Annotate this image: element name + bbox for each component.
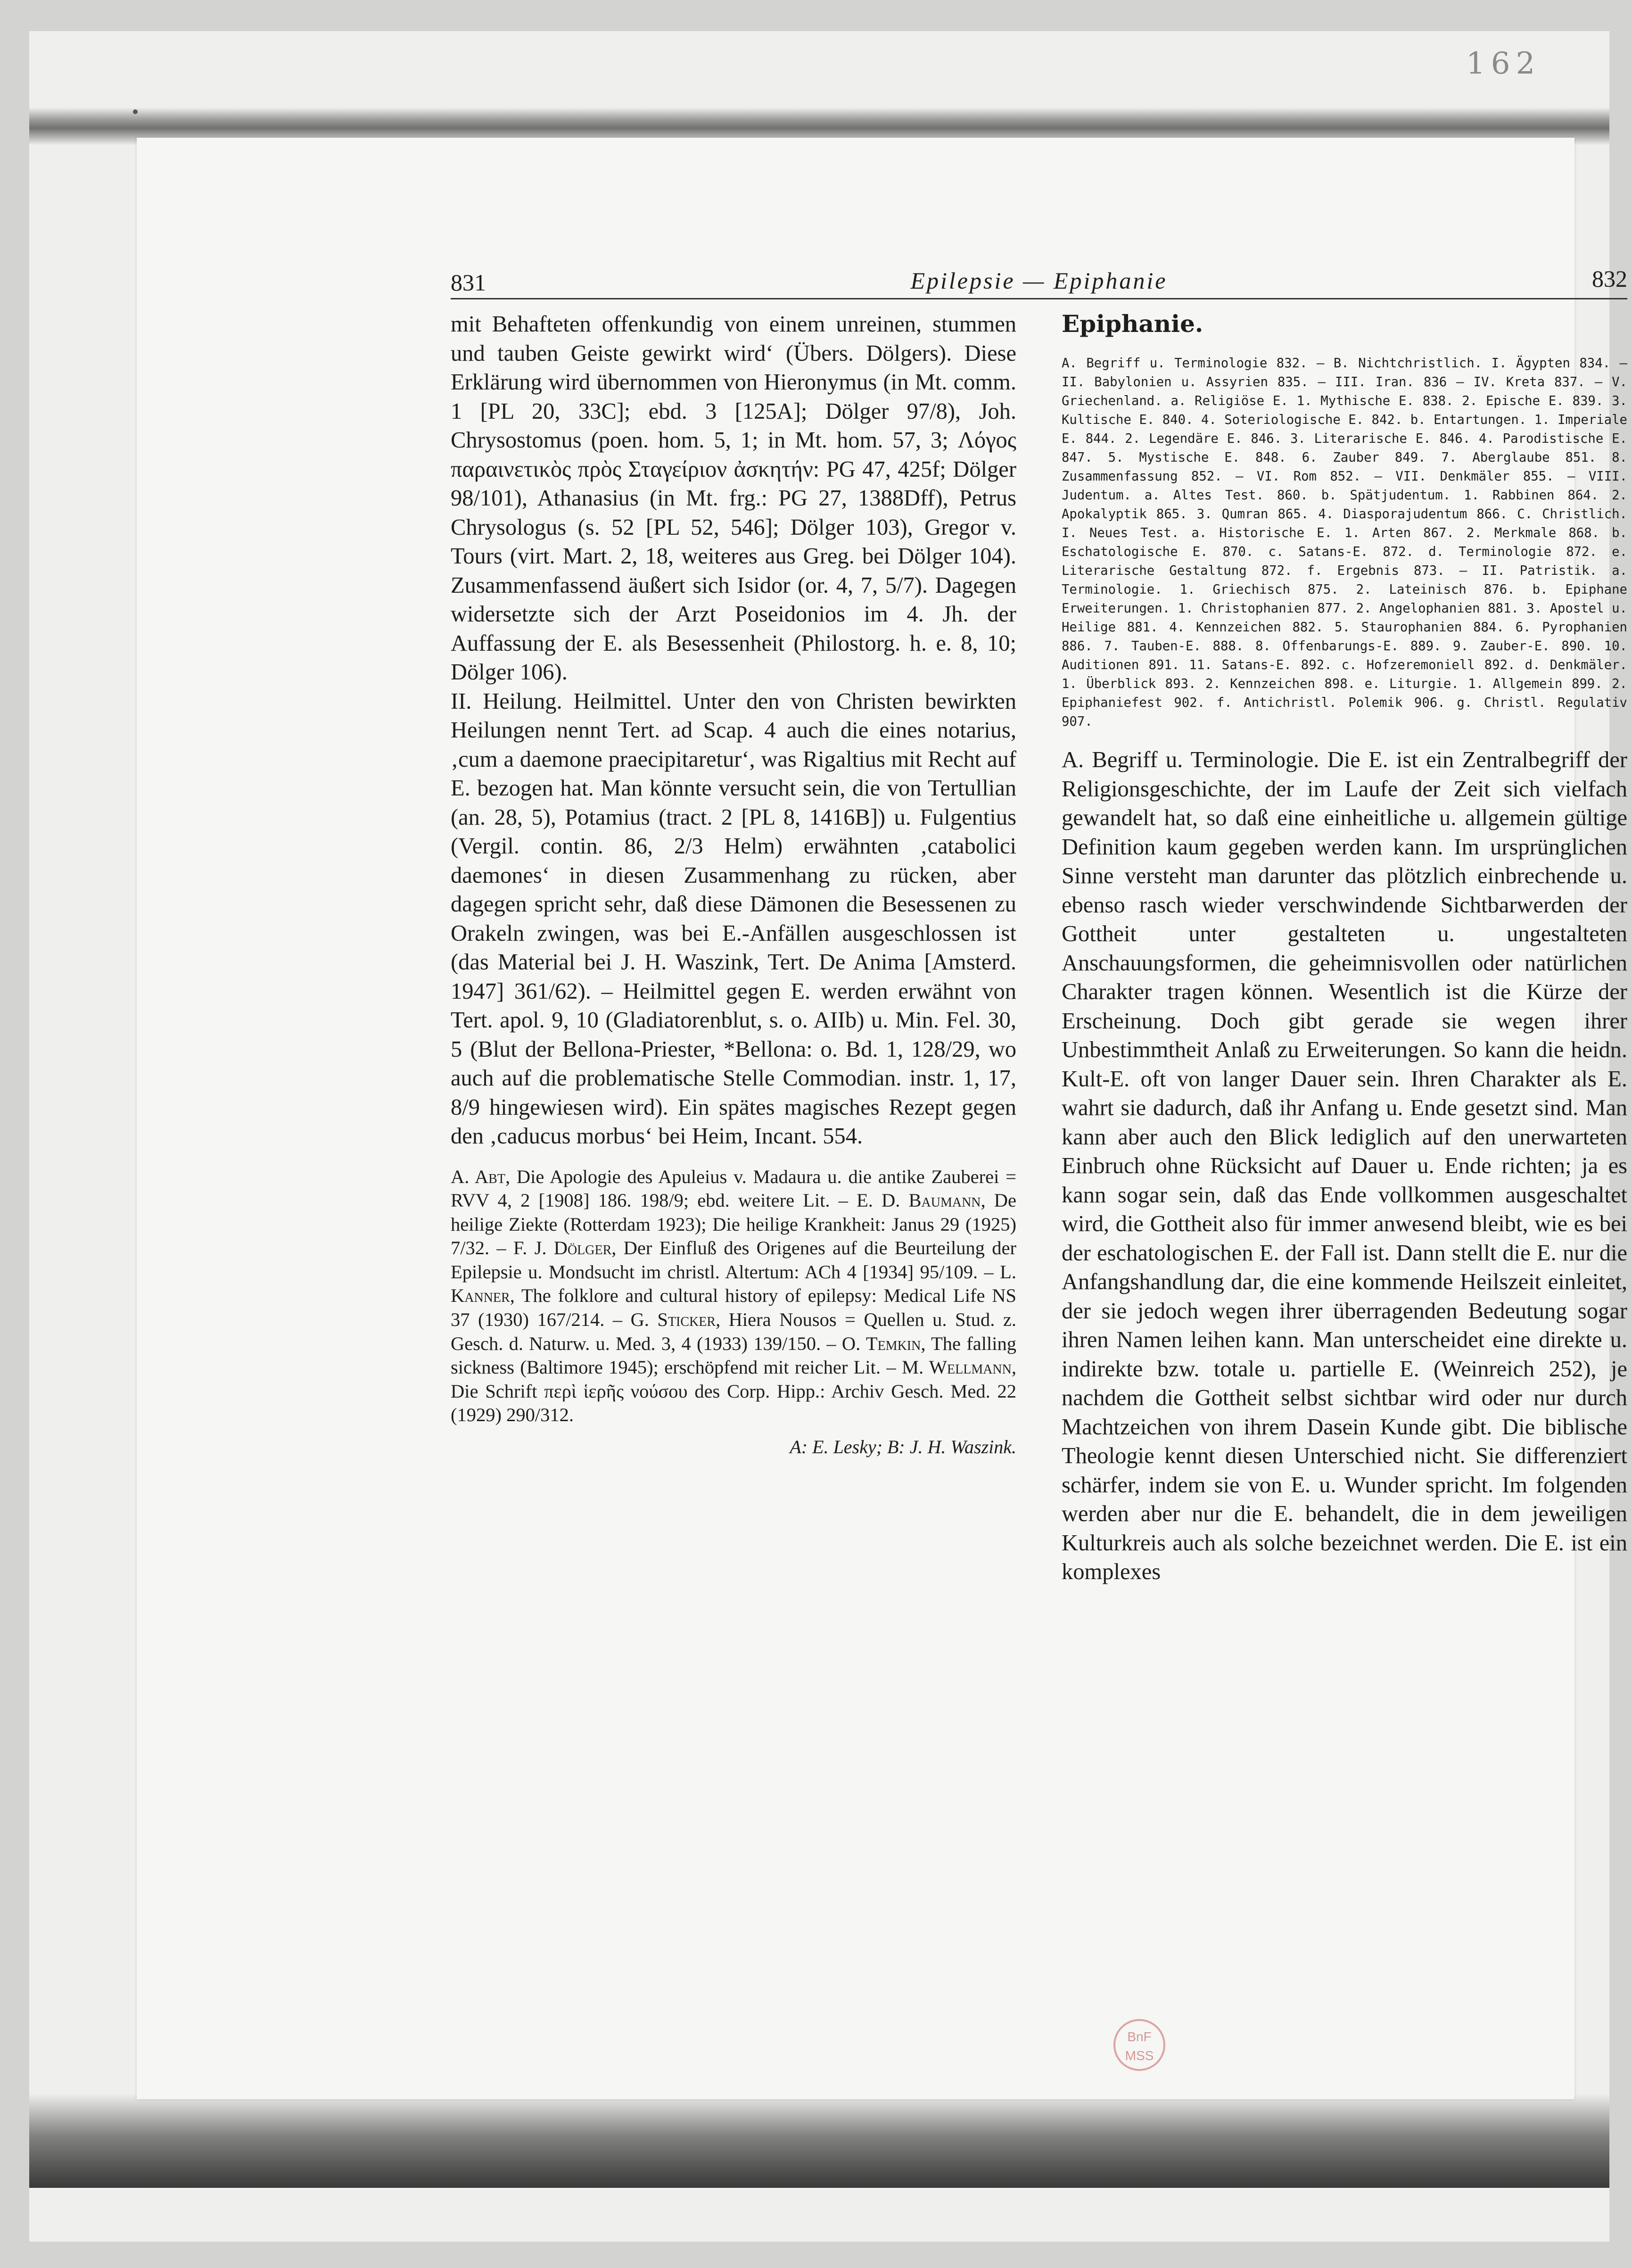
bib-entry: , Die Apologie des Apuleius v. Madaura u. die antike Zauberei = RVV 4, 2 [1908] 186. 198/9; ebd. weitere Lit. –	[451, 1166, 1017, 1211]
right-column	[1062, 310, 1627, 1587]
bib-author: G. Sticker	[630, 1309, 716, 1331]
folio-number: 162	[1466, 46, 1541, 81]
document-page	[137, 138, 1627, 2099]
bib-entry: , De heilige Ziekte (Rotterdam 1923); Die heilige Krankheit: Janus 29 (1925) 7/32. –	[451, 1190, 1016, 1259]
article-authors: A: E. Lesky; B: J. H. Waszink.	[790, 1436, 1016, 1458]
article-title: Epiphanie.	[1062, 310, 1203, 338]
bib-entry: , Hiera Nousos = Quellen u. Stud. z. Gesch. d. Naturw. u. Med. 3, 4 (1933) 139/150. –	[451, 1309, 1016, 1354]
left-body-text: mit Behafteten offenkundig von einem unreinen, stummen und tauben Geiste gewirkt wird‘ (Übers. Dölgers). Diese Erklärung wird übernommen von Hieronymus (in Mt. comm. 1 [PL 20, 33C]; ebd. 3 [125A]; Dölger 97/8), Joh. Chrysostomus (poen. hom. 5, 1; in Mt. hom. 57, 3; Λόγος παραινετικὸς πρὸς Σταγείριον ἀσκητήν: PG 47, 425f; Dölger 98/101), Athanasius (in Mt. frg.: PG 27, 1388Dff), Petrus Chrysologus (s. 52 [PL 52, 546]; Dölger 103), Gregor v. Tours (virt. Mart. 2, 18, weiteres aus Greg. bei Dölger 104). Zusammenfassend äußert sich Isidor (or. 4, 7, 5/7). Dagegen widersetzte sich der Arzt Poseidonios im 4. Jh. der Auffassung der E. als Besessenheit (Philostorg. h. e. 8, 10; Dölger 106).	[451, 312, 1016, 685]
scan-shadow-bottom	[29, 2094, 1609, 2188]
bibliography	[451, 1165, 1016, 1428]
stamp-line: MSS	[1125, 2048, 1154, 2063]
left-column	[451, 310, 1016, 1460]
bib-author: O. Temkin	[841, 1333, 921, 1354]
bib-author: L. Kanner	[451, 1261, 1016, 1307]
bib-author: M. Wellmann	[902, 1357, 1012, 1378]
article-table-of-contents: A. Begriff u. Terminologie 832. – B. Nichtchristlich. I. Ägypten 834. – II. Babylonien u. Assyrien 835. – III. Iran. 836 – IV. Kreta 837. – V. Griechenland. a. Religiöse E. 1. Mythische E. 838. 2. Epische E. 839. 3. Kultische E. 840. 4. Soteriologische E. 842. b. Entartungen. 1. Imperiale E. 844. 2. Legendäre E. 846. 3. Literarische E. 846. 4. Parodistische E. 847. 5. Mystische E. 848. 6. Zauber 849. 7. Aberglaube 851. 8. Zusammenfassung 852. – VI. Rom 852. – VII. Denkmäler 855. – VIII. Judentum. a. Altes Test. 860. b. Spätjudentum. 1. Rabbinen 864. 2. Apokalyptik 865. 3. Qumran 865. 4. Diasporajudentum 866. C. Christlich. I. Neues Test. a. Historische E. 1. Arten 867. 2. Merkmale 868. b. Eschatologische E. 870. c. Satans-E. 872. d. Terminologie 872. e. Literarische Gestaltung 872. f. Ergebnis 873. – II. Patristik. a. Terminologie. 1. Griechisch 875. 2. Lateinisch 876. b. Epiphane Erweiterungen. 1. Christophanien 877. 2. Angelophanien 881. 3. Apostel u. Heilige 881. 4. Kennzeichen 882. 5. Staurophanien 884. 6. Pyrophanien 886. 7. Tauben-E. 888. 8. Offenbarungs-E. 889. 9. Zauber-E. 890. 10. Auditionen 891. 11. Satans-E. 892. c. Hofzeremoniell 892. d. Denkmäler. 1. Überblick 893. 2. Kennzeichen 898. e. Liturgie. 1. Allgemein 899. 2. Epiphaniefest 902. f. Antichristl. Polemik 906. g. Christl. Regulativ 907.	[1062, 356, 1627, 729]
running-header	[451, 251, 1627, 299]
bib-entry: , The folklore and cultural history of epilepsy: Medical Life NS 37 (1930) 167/214. –	[451, 1285, 1016, 1331]
scan-speck	[133, 109, 138, 114]
bib-entry: , Der Einfluß des Origenes auf die Beurteilung der Epilepsie u. Mondsucht im christl. Altertum: ACh 4 [1934] 95/109. –	[451, 1237, 1016, 1283]
bib-entry: , Die Schrift περὶ ἱερῆς νούσου des Corp. Hipp.: Archiv Gesch. Med. 22 (1929) 290/312.	[451, 1357, 1017, 1426]
bib-author: E. D. Baumann	[857, 1190, 981, 1211]
running-title: Epilepsie — Epiphanie	[910, 267, 1168, 294]
library-stamp	[1113, 2019, 1165, 2071]
right-body-text: A. Begriff u. Terminologie. Die E. ist ein Zentralbegriff der Religionsgeschichte, der im Laufe der Zeit sich vielfach gewandelt hat, so daß eine einheitliche u. allgemein gültige Definition kaum gegeben werden kann. Im ursprünglichen Sinne versteht man darunter das plötzlich einbrechende u. ebenso rasch wieder verschwindende Sichtbarwerden der Gottheit unter gestalteten u. ungestalteten Anschauungsformen, die geheimnisvollen oder natürlichen Charakter tragen können. Wesentlich ist die Kürze der Erscheinung. Doch gibt gerade sie wegen ihrer Unbestimmtheit Anlaß zu Erweiterungen. So kann die heidn. Kult-E. oft von langer Dauer sein. Ihren Charakter als E. wahrt sie dadurch, daß ihr Anfang u. Ende gesetzt sind. Man kann aber auch den Blick lediglich auf den unerwarteten Einbruch ohne Rücksicht auf Dauer u. Ende richten; ja es kann sogar sein, daß das Ende vollkommen ausgeschaltet wird, die Gottheit also für immer anwesend bleibt, wie es bei der eschatologischen E. der Fall ist. Dann stellt die E. nur die Anfangshandlung dar, die eine kommende Heilszeit einleitet, der sie jedoch wegen ihrer überragenden Bedeutung sogar ihren Namen leihen kann. Man unterscheidet eine direkte u. indirekte bzw. totale u. partielle E. (Weinreich 252), je nachdem die Gottheit selbst sichtbar wird oder nur durch Machtzeichen von ihrem Dasein Kunde gibt. Die biblische Theologie kennt diesen Unterschied nicht. Sie differenziert schärfer, indem sie von E. u. Wunder spricht. Im folgenden werden aber nur die E. behandelt, die in dem jeweiligen Kulturkreis auch als solche bezeichnet werden. Die E. ist ein komplexes	[1062, 747, 1627, 1584]
bib-author: A. Abt	[451, 1166, 505, 1187]
bib-author: F. J. Dölger	[513, 1237, 612, 1259]
section-text: Unter den von Christen bewirkten Heilungen nennt Tert. ad Scap. 4 auch die eines notarius, ‚cum a daemone praecipitaretur‘, was Rigaltius mit Recht auf E. bezogen hat. Man könnte versucht sein, die von Tertullian (an. 28, 5), Potamius (tract. 2 [PL 8, 1416B]) u. Fulgentius (Vergil. contin. 86, 2/3 Helm) erwähnten ‚catabolici daemones‘ in diesen Zusammenhang zu rücken, aber dagegen spricht sehr, daß diese Dämonen die Besessenen zu Orakeln zwingen, was bei E.-Anfällen ausgeschlossen ist (das Material bei J. H. Waszink, Tert. De Anima [Amsterd. 1947] 361/62). – Heilmittel gegen E. werden erwähnt von Tert. apol. 9, 10 (Gladiatorenblut, s. o. AIIb) u. Min. Fel. 30, 5 (Blut der Bellona-Priester, *Bellona: o. Bd. 1, 128/29, wo auch auf die problematische Stelle Commodian. instr. 1, 17, 8/9 hingewiesen wird). Ein spätes magisches Rezept gegen den ‚caducus morbus‘ bei Heim, Incant. 554.	[451, 688, 1017, 1149]
right-column-number: 832	[1592, 265, 1627, 292]
stamp-line: BnF	[1127, 2029, 1152, 2044]
left-column-number: 831	[451, 269, 486, 296]
bib-entry: , The falling sickness (Baltimore 1945); erschöpfend mit reicher Lit. –	[451, 1333, 1016, 1378]
section-heading: II. Heilung. Heilmittel.	[451, 688, 672, 714]
section-heilung	[451, 687, 1016, 1151]
